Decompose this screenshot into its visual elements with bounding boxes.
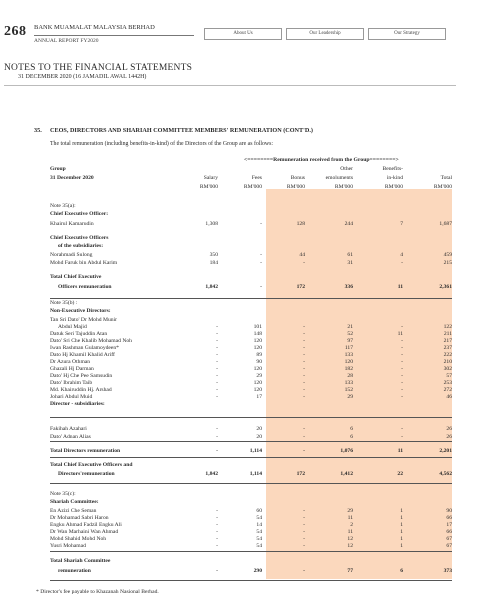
cell-value: -	[216, 448, 218, 454]
row-label: Officers remuneration	[58, 284, 112, 290]
cell-value: -	[216, 345, 218, 351]
cell-value: 222	[443, 352, 452, 358]
cell-value: -	[216, 394, 218, 400]
cell-value: 1	[400, 536, 403, 542]
cell-value: 1	[400, 515, 403, 521]
cell-value: -	[260, 284, 262, 290]
cell-value: -	[216, 324, 218, 330]
row-label: Engku Ahmad Fadzil Engku Ali	[50, 522, 122, 528]
row-label: Dato' Hj Che Pee Samsudin	[50, 373, 113, 379]
table-rule	[50, 580, 452, 581]
cell-value: 172	[296, 471, 305, 477]
cell-value: 29	[347, 394, 353, 400]
row-label: Non-Executive Directors:	[50, 308, 111, 314]
cell-value: 336	[344, 284, 353, 290]
cell-value: -	[303, 515, 305, 521]
cell-value: -	[303, 359, 305, 365]
cell-value: 21	[347, 324, 353, 330]
footnote: * Director's fee payable to Khazanah Nasional Berhad.	[36, 589, 159, 595]
cell-value: 29	[347, 508, 353, 514]
cell-value: -	[303, 260, 305, 266]
cell-value: 128	[296, 221, 305, 227]
row-label: Chief Executive Officer:	[50, 211, 109, 217]
cell-value: 2,361	[439, 284, 452, 290]
cell-value: 120	[253, 380, 262, 386]
cell-value: 244	[344, 221, 353, 227]
cell-value: -	[401, 394, 403, 400]
column-header-5-line-2: in-kind	[386, 175, 403, 181]
nav-about-us-button[interactable]: About Us	[204, 28, 282, 40]
row-label: Note 35(a):	[50, 203, 76, 209]
cell-value: -	[216, 366, 218, 372]
nav-our-leadership-button[interactable]: Our Leadership	[286, 28, 364, 40]
cell-value: -	[303, 543, 305, 549]
cell-value: -	[216, 387, 218, 393]
cell-value: -	[303, 387, 305, 393]
nav-our-strategy-button[interactable]: Our Strategy	[368, 28, 446, 40]
row-label: Norahmadi Sulong	[50, 252, 93, 258]
row-label: Chief Executive Officers	[50, 235, 109, 241]
cell-value: -	[401, 380, 403, 386]
cell-value: 20	[256, 426, 262, 432]
row-label: Ghazali Hj Darman	[50, 366, 94, 372]
cell-value: 211	[443, 331, 452, 337]
cell-value: 26	[446, 426, 452, 432]
section-title: CEOS, DIRECTORS AND SHARIAH COMMITTEE MEMBERS' REMUNERATION (CONT'D.)	[50, 127, 313, 134]
column-header-4-line-2: emoluments	[325, 175, 353, 181]
row-label: Total Chief Executive Officers and	[50, 462, 133, 468]
cell-value: 57	[446, 373, 452, 379]
group-label: Group	[50, 166, 66, 172]
cell-value: 17	[256, 394, 262, 400]
cell-value: 20	[256, 434, 262, 440]
cell-value: 29	[256, 373, 262, 379]
row-label: of the subsidiaries:	[58, 243, 104, 249]
cell-value: 67	[446, 536, 452, 542]
row-label: Note 35(b) :	[50, 300, 78, 306]
row-label: En Azizi Che Seman	[50, 508, 97, 514]
row-label: Khairul Kamarudin	[50, 221, 94, 227]
cell-value: -	[303, 522, 305, 528]
cell-value: -	[401, 338, 403, 344]
cell-value: 14	[256, 522, 262, 528]
cell-value: 237	[443, 345, 452, 351]
row-label: Director - subsidiaries:	[50, 401, 105, 407]
cell-value: 22	[397, 471, 403, 477]
cell-value: -	[303, 345, 305, 351]
cell-value: 1,076	[340, 448, 353, 454]
cell-value: -	[260, 221, 262, 227]
cell-value: -	[303, 568, 305, 574]
cell-value: -	[303, 448, 305, 454]
cell-value: 54	[256, 529, 262, 535]
cell-value: -	[216, 352, 218, 358]
cell-value: 17	[446, 522, 452, 528]
notes-subtitle: 31 DECEMBER 2020 (16 JAMADIL AWAL 1442H)	[18, 74, 147, 80]
cell-value: 66	[446, 515, 452, 521]
row-label: Total Directors remuneration	[50, 448, 121, 454]
cell-value: -	[303, 324, 305, 330]
cell-value: 133	[344, 380, 353, 386]
table-rule	[50, 457, 452, 458]
header-divider	[34, 35, 194, 36]
column-header-1-line-2: Salary	[203, 175, 218, 181]
cell-value: 172	[296, 284, 305, 290]
cell-value: 182	[344, 366, 353, 372]
cell-value: -	[216, 522, 218, 528]
cell-value: -	[216, 434, 218, 440]
cell-value: 117	[344, 345, 353, 351]
cell-value: 89	[256, 352, 262, 358]
cell-value: -	[216, 536, 218, 542]
cell-value: 11	[347, 515, 353, 521]
column-header-3-line-3: RM'000	[286, 184, 305, 190]
row-label: Iwan Rashman Gulamoydeen*	[50, 345, 119, 351]
row-label: Dato Hj Khamil Khalid Ariff	[50, 352, 115, 358]
bank-name: BANK MUAMALAT MALAYSIA BERHAD	[34, 24, 155, 31]
row-label: Total Chief Executive	[50, 274, 102, 280]
row-label: Yusri Mohamad	[50, 543, 86, 549]
cell-value: 44	[299, 252, 305, 258]
cell-value: 133	[344, 352, 353, 358]
cell-value: 184	[209, 260, 218, 266]
row-label: Dr Mohamad Sabri Haron	[50, 515, 109, 521]
column-header-5-line-3: RM'000	[384, 184, 403, 190]
row-label: Dr Wan Marhaini Wan Ahmad	[50, 529, 119, 535]
table-rule	[50, 298, 452, 299]
cell-value: 60	[256, 508, 262, 514]
row-label: Johari Abdul Muid	[50, 394, 93, 400]
row-label: Tan Sri Dato' Dr Mohd Munir	[50, 317, 117, 323]
row-label: Dato' Ibrahim Taib	[50, 380, 93, 386]
cell-value: 1,308	[205, 221, 218, 227]
cell-value: -	[216, 380, 218, 386]
cell-value: 4	[400, 252, 403, 258]
cell-value: 11	[397, 284, 403, 290]
cell-value: -	[303, 394, 305, 400]
notes-title: NOTES TO THE FINANCIAL STATEMENTS	[4, 63, 193, 73]
row-label: remuneration	[58, 568, 91, 574]
cell-value: -	[303, 352, 305, 358]
cell-value: 1	[400, 529, 403, 535]
cell-value: 61	[347, 252, 353, 258]
cell-value: 6	[350, 434, 353, 440]
row-label: Dr Azura Othman	[50, 359, 91, 365]
cell-value: -	[303, 380, 305, 386]
cell-value: 6	[400, 568, 403, 574]
cell-value: 1,842	[205, 284, 218, 290]
cell-value: 101	[253, 324, 262, 330]
cell-value: -	[303, 331, 305, 337]
row-label: Abdul Majid	[58, 324, 87, 330]
cell-value: 7	[400, 221, 403, 227]
cell-value: -	[303, 338, 305, 344]
annual-report-label: ANNUAL REPORT FY2020	[34, 38, 99, 44]
cell-value: 350	[209, 252, 218, 258]
cell-value: 1,114	[249, 471, 262, 477]
cell-value: 1,842	[205, 471, 218, 477]
cell-value: 122	[443, 324, 452, 330]
table-rule	[50, 551, 452, 552]
remuneration-header: <========Remuneration received from the Group========>	[244, 157, 399, 163]
cell-value: 120	[253, 387, 262, 393]
cell-value: 1	[400, 543, 403, 549]
cell-value: 6	[350, 426, 353, 432]
cell-value: 11	[397, 331, 403, 337]
cell-value: 253	[443, 380, 452, 386]
cell-value: 31	[347, 260, 353, 266]
cell-value: 4,562	[439, 471, 452, 477]
table-rule	[50, 441, 452, 442]
column-header-4-line-3: RM'000	[334, 184, 353, 190]
cell-value: 2,201	[439, 448, 452, 454]
cell-value: 290	[253, 568, 262, 574]
cell-value: 215	[443, 260, 452, 266]
cell-value: 97	[347, 338, 353, 344]
cell-value: 54	[256, 536, 262, 542]
cell-value: -	[216, 359, 218, 365]
cell-value: -	[303, 366, 305, 372]
cell-value: -	[303, 426, 305, 432]
row-label: Directors'remuneration	[58, 471, 115, 477]
cell-value: 120	[344, 359, 353, 365]
cell-value: 54	[256, 515, 262, 521]
cell-value: -	[216, 515, 218, 521]
cell-value: 90	[446, 508, 452, 514]
section-description: The total remuneration (including benefits-in-kind) of the Directors of the Group are as follows:	[50, 141, 273, 147]
cell-value: -	[401, 426, 403, 432]
cell-value: 217	[443, 338, 452, 344]
column-header-6-line-2: Total	[440, 175, 452, 181]
row-label: Mohd Faruk bin Abdul Karim	[50, 260, 118, 266]
row-label: Note 35(c):	[50, 491, 76, 497]
cell-value: 120	[253, 338, 262, 344]
cell-value: 120	[253, 366, 262, 372]
column-header-4-line-1: Other	[340, 166, 353, 172]
cell-value: 459	[443, 252, 452, 258]
cell-value: 12	[347, 536, 353, 542]
cell-value: 66	[446, 529, 452, 535]
cell-value: 148	[253, 331, 262, 337]
row-label: Dato' Adnan Alias	[50, 434, 91, 440]
cell-value: 1	[400, 522, 403, 528]
cell-value: 302	[443, 366, 452, 372]
cell-value: -	[401, 366, 403, 372]
column-header-3-line-2: Bonus	[290, 175, 305, 181]
cell-value: 1,114	[249, 448, 262, 454]
cell-value: 12	[347, 543, 353, 549]
cell-value: -	[303, 529, 305, 535]
cell-value: -	[303, 508, 305, 514]
notes-divider	[4, 85, 456, 86]
row-label: Total Shariah Committee	[50, 558, 111, 564]
cell-value: -	[401, 359, 403, 365]
cell-value: 152	[344, 387, 353, 393]
cell-value: 54	[256, 543, 262, 549]
cell-value: -	[216, 338, 218, 344]
cell-value: -	[216, 529, 218, 535]
cell-value: 2	[350, 522, 353, 528]
cell-value: -	[401, 260, 403, 266]
cell-value: 120	[253, 345, 262, 351]
row-label: Mohd Shahid Mohd Noh	[50, 536, 107, 542]
cell-value: 11	[347, 529, 353, 535]
cell-value: -	[401, 352, 403, 358]
cell-value: 26	[446, 434, 452, 440]
row-label: Dato' Sri Che Khalib Mohamad Noh	[50, 338, 132, 344]
cell-value: -	[216, 426, 218, 432]
cell-value: 67	[446, 543, 452, 549]
page-number: 268	[4, 24, 27, 39]
column-header-1-line-3: RM'000	[199, 184, 218, 190]
table-rule	[50, 417, 452, 418]
cell-value: -	[260, 252, 262, 258]
cell-value: -	[303, 373, 305, 379]
date-label: 31 December 2020	[50, 175, 94, 181]
row-label: Fakihah Azahari	[50, 426, 87, 432]
section-number: 35.	[34, 127, 42, 134]
cell-value: 1,412	[340, 471, 353, 477]
cell-value: 210	[443, 359, 452, 365]
cell-value: -	[401, 387, 403, 393]
column-header-2-line-3: RM'000	[243, 184, 262, 190]
cell-value: 46	[446, 394, 452, 400]
row-label: Shariah Committee:	[50, 499, 99, 505]
cell-value: 373	[443, 568, 452, 574]
cell-value: -	[216, 543, 218, 549]
cell-value: 1	[400, 508, 403, 514]
cell-value: 272	[443, 387, 452, 393]
cell-value: -	[216, 373, 218, 379]
cell-value: 77	[347, 568, 353, 574]
column-header-2-line-2: Fees	[251, 175, 262, 181]
cell-value: 11	[397, 448, 403, 454]
cell-value: -	[303, 536, 305, 542]
cell-value: 90	[256, 359, 262, 365]
cell-value: -	[260, 260, 262, 266]
row-label: Md. Khairuddin Hj. Arshad	[50, 387, 112, 393]
column-header-5-line-1: Benefits-	[382, 166, 403, 172]
cell-value: 1,687	[439, 221, 452, 227]
cell-value: 28	[347, 373, 353, 379]
cell-value: -	[401, 324, 403, 330]
row-label: Datuk Seri Tajuddin Atan	[50, 331, 108, 337]
cell-value: -	[401, 434, 403, 440]
table-rule	[50, 483, 452, 484]
cell-value: 52	[347, 331, 353, 337]
cell-value: -	[401, 373, 403, 379]
cell-value: -	[216, 508, 218, 514]
column-header-6-line-3: RM'000	[433, 184, 452, 190]
cell-value: -	[216, 331, 218, 337]
cell-value: -	[216, 568, 218, 574]
cell-value: -	[303, 434, 305, 440]
cell-value: -	[401, 345, 403, 351]
